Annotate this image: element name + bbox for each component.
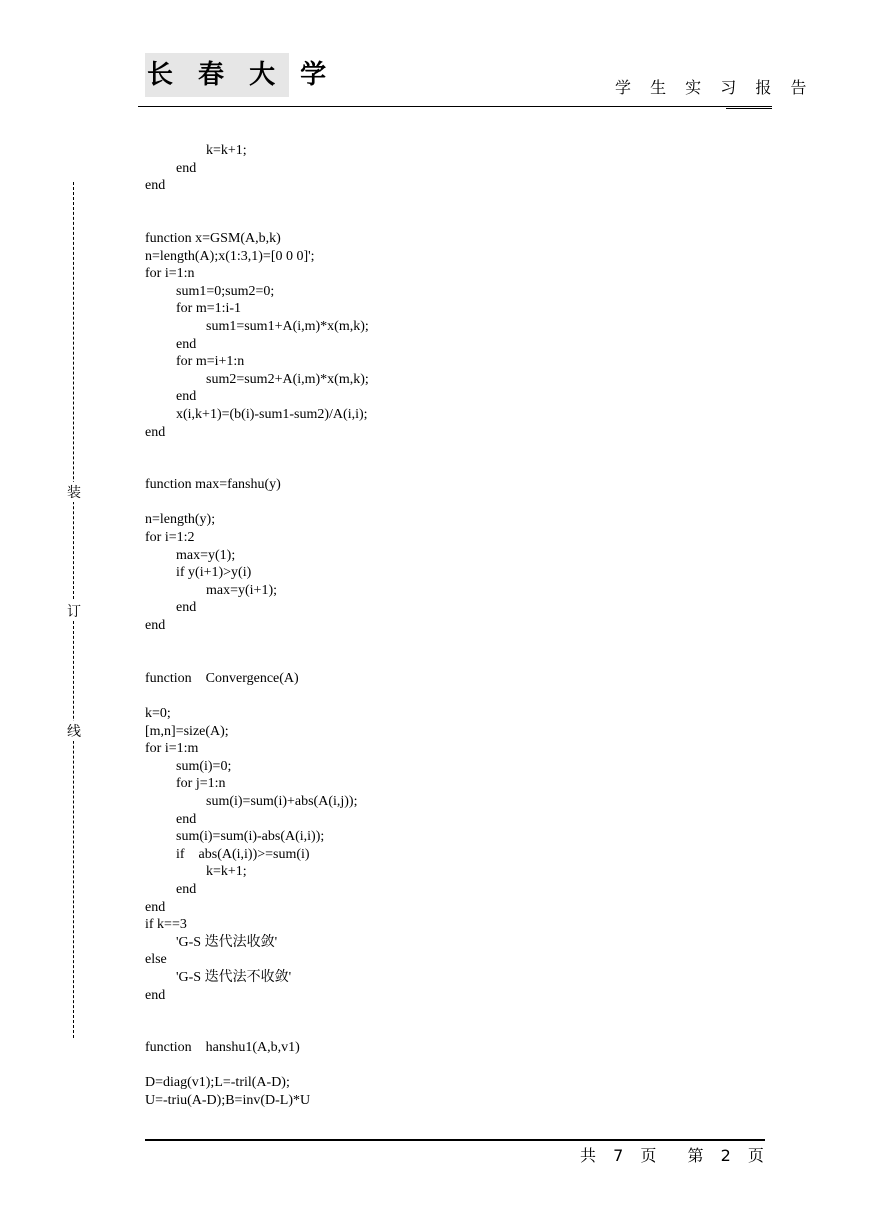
code-line: function hanshu1(A,b,v1) (145, 1040, 300, 1056)
code-line: end (145, 178, 166, 194)
code-line (145, 459, 765, 477)
code-line: sum1=sum1+A(i,m)*x(m,k); (206, 318, 369, 334)
code-line (145, 1004, 765, 1022)
code-line: end (145, 899, 166, 915)
code-line: end (176, 160, 197, 176)
code-line: sum2=sum2+A(i,m)*x(m,k); (206, 371, 369, 387)
code-line: max=y(i+1); (206, 582, 277, 598)
code-line: for m=i+1:n (176, 354, 245, 370)
code-line: if y(i+1)>y(i) (176, 565, 252, 581)
header-rule (138, 106, 772, 107)
footer-total-pages: 7 (613, 1146, 624, 1165)
code-line: end (176, 811, 197, 827)
code-line: end (176, 336, 197, 352)
code-line: n=length(A);x(1:3,1)=[0 0 0]'; (145, 248, 315, 264)
code-line: sum(i)=0; (176, 758, 232, 774)
code-line: end (145, 987, 166, 1003)
code-line: sum(i)=sum(i)-abs(A(i,i)); (176, 829, 325, 845)
code-line (145, 212, 765, 230)
code-line: n=length(y); (145, 512, 216, 528)
code-line: max=y(1); (176, 547, 236, 563)
code-line: D=diag(v1);L=-tril(A-D); (145, 1075, 290, 1091)
code-line: else (145, 952, 167, 968)
code-line: function x=GSM(A,b,k) (145, 230, 281, 246)
code-line: k=k+1; (206, 864, 247, 880)
code-line: sum(i)=sum(i)+abs(A(i,j)); (206, 793, 358, 809)
code-line: k=0; (145, 706, 171, 721)
binding-char-zhuang: 装 (65, 482, 83, 502)
code-line: end (176, 389, 197, 405)
header-rule-accent (726, 108, 772, 109)
report-title: 学 生 实 习 报 告 (615, 78, 814, 97)
footer-current-page: 2 (720, 1146, 731, 1165)
footer-page-unit: 页 (747, 1146, 764, 1165)
code-line: [m,n]=size(A); (145, 723, 229, 739)
code-line: for i=1:2 (145, 530, 195, 546)
code-line (145, 687, 765, 705)
code-line: k=k+1; (206, 143, 247, 158)
code-line: for j=1:n (176, 776, 226, 792)
binding-char-ding: 订 (65, 601, 83, 621)
code-line (145, 652, 765, 670)
code-line: for m=1:i-1 (176, 301, 242, 317)
footer-total-label: 共 (580, 1146, 597, 1165)
code-line: end (176, 881, 197, 897)
footer-page-unit: 页 (640, 1146, 657, 1165)
code-listing (145, 142, 765, 1110)
code-line: if abs(A(i,i))>=sum(i) (176, 846, 310, 862)
page-counter (580, 1143, 764, 1166)
footer-current-label: 第 (687, 1146, 704, 1165)
footer-rule (145, 1139, 765, 1141)
code-line (145, 494, 765, 512)
code-line: function max=fanshu(y) (145, 477, 281, 493)
code-line: end (176, 600, 197, 616)
code-line: for i=1:n (145, 266, 195, 282)
code-line (145, 1057, 765, 1075)
code-line: U=-triu(A-D);B=inv(D-L)*U (145, 1093, 311, 1109)
code-line (145, 635, 765, 653)
code-line: end (145, 618, 166, 634)
code-line (145, 441, 765, 459)
code-line: if k==3 (145, 917, 187, 933)
code-line: sum1=0;sum2=0; (176, 283, 275, 299)
code-line: x(i,k+1)=(b(i)-sum1-sum2)/A(i,i); (176, 406, 368, 422)
university-logo: 长 春 大 学 (145, 53, 289, 97)
code-line: for i=1:m (145, 741, 199, 757)
code-line (145, 1022, 765, 1040)
code-line: 'G-S 迭代法不收敛' (176, 969, 292, 985)
code-line: function Convergence(A) (145, 670, 299, 686)
code-line (145, 195, 765, 213)
code-line: 'G-S 迭代法收敛' (176, 934, 278, 950)
code-line: end (145, 424, 166, 440)
binding-char-xian: 线 (65, 721, 83, 741)
